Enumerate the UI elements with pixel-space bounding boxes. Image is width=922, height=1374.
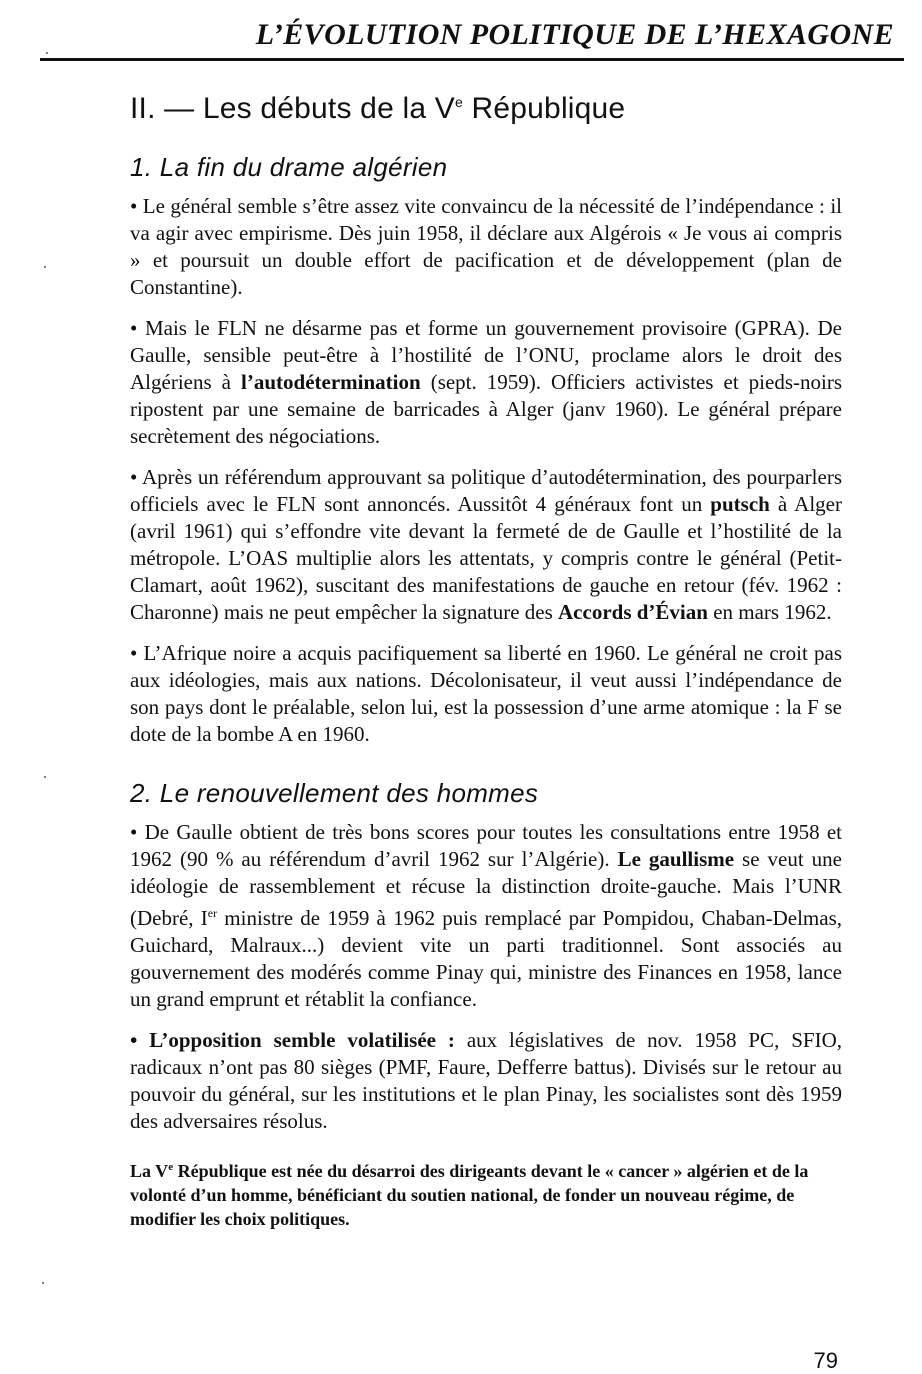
paragraph-6-bold-opposition: • L’opposition semble volatilisée : — [130, 1028, 455, 1052]
summary-text-a: La V — [130, 1161, 169, 1181]
paragraph-3-text-c: à Alger (avril 1961) qui s’effondre vite devant la fermeté de de Gaulle et l’hostilité de la métropole. L’OAS multiplie alors les attentats, y compris contre le général (Petit-Clamart, août 1962), suscitant des manifestations de gauche en retour (fév. 1962 : Charonne) mais ne peut empêcher la signature des — [130, 492, 842, 624]
paragraph-6 — [130, 1027, 842, 1135]
paragraph-2-bold-autodetermination: l’autodétermination — [241, 370, 421, 394]
section-title-sup: e — [455, 94, 463, 110]
paragraph-5-sup: er — [207, 906, 218, 920]
paragraph-2-text-a: • Mais le FLN ne désarme pas et forme un gouvernement provisoire (GPRA). De Gaulle, sensible peut-être à l’hostilité de l’ONU, proclame alors le droit des Algériens à — [130, 316, 842, 394]
paragraph-3-text-a: • Après un référendum approuvant sa politique d’autodétermination, des pourparlers officiels avec le FLN sont annoncés. Aussitôt 4 généraux font un — [130, 465, 842, 516]
summary-text-b: République est née du désarroi des dirigeants devant le « cancer » algérien et de la volonté d’un homme, bénéficiant du soutien national, de fonder un nouveau régime, de modifier les choix politiques. — [130, 1161, 809, 1229]
paragraph-4: • L’Afrique noire a acquis pacifiquement sa liberté en 1960. Le général ne croit pas aux idéologies, mais aux nations. Décolonisateur, il veut aussi l’indépendance de son pays dont le préalable, selon lui, est la possession d’une arme atomique : la F se dote de la bombe A en 1960. — [130, 641, 842, 746]
section-title-end: République — [463, 92, 626, 125]
paragraph-5-text-a: • De Gaulle obtient de très bons scores pour toutes les consultations entre 1958 et 1962 (90 % au référendum d’avril 1962 sur l’Algérie). — [130, 820, 842, 871]
paragraph-5-text-d: ministre de 1959 à 1962 puis remplacé par Pompidou, Chaban-Delmas, Guichard, Malraux...) devient vite un parti traditionnel. Sont associés au gouvernement des modérés comme Pinay qui, ministre des Finances en 1958, lance un grand emprunt et rétablit la confiance. — [130, 906, 842, 1011]
scan-speck — [46, 52, 48, 54]
section-title — [130, 92, 842, 126]
paragraph-3-text-e: en mars 1962. — [707, 600, 832, 624]
summary-sup: e — [168, 1161, 174, 1173]
page-number: 79 — [813, 1348, 838, 1373]
scan-speck — [44, 776, 46, 778]
paragraph-5 — [130, 819, 842, 1013]
paragraph-5-text-c: se veut une idéologie de rassemblement et récuse la distinction droite-gauche. Mais l’UNR (Debré, I — [130, 847, 842, 930]
paragraph-3-bold-putsch: putsch — [710, 492, 770, 516]
paragraph-2 — [130, 315, 842, 450]
section-title-main: II. — Les débuts de la V — [130, 92, 455, 125]
paragraph-6-text-b: aux législatives de nov. 1958 PC, SFIO, radicaux n’ont pas 80 sièges (PMF, Faure, Defferre battus). Divisés sur le retour au pouvoir du général, sur les institutions et le plan Pinay, les socialistes sont dès 1959 des adversaires résolus. — [130, 1028, 842, 1133]
subsection-title-2: 2. Le renouvellement des hommes — [130, 778, 539, 808]
paragraph-3 — [130, 464, 842, 626]
subsection-title-1: 1. La fin du drame algérien — [130, 152, 448, 182]
header-title: L’ÉVOLUTION POLITIQUE DE L’HEXAGONE — [255, 18, 894, 51]
summary-box — [130, 1155, 842, 1231]
paragraph-2-text-c: (sept. 1959). Officiers activistes et pieds-noirs ripostent par une semaine de barricades à Alger (janv 1960). Le général prépare secrètement des négociations. — [130, 370, 842, 448]
paragraph-5-bold-gaullisme: Le gaullisme — [617, 847, 735, 871]
paragraph-1: • Le général semble s’être assez vite convaincu de la nécessité de l’indépendance : il va agir avec empirisme. Dès juin 1958, il déclare aux Algérois « Je vous ai compris » et poursuit un double effort de pacification et de développement (plan de Constantine). — [130, 194, 842, 299]
running-header — [40, 18, 904, 61]
scan-speck — [44, 266, 46, 268]
page-content — [130, 92, 842, 1231]
scan-speck — [42, 1282, 44, 1284]
paragraph-3-bold-accords: Accords d’Évian — [558, 600, 708, 624]
